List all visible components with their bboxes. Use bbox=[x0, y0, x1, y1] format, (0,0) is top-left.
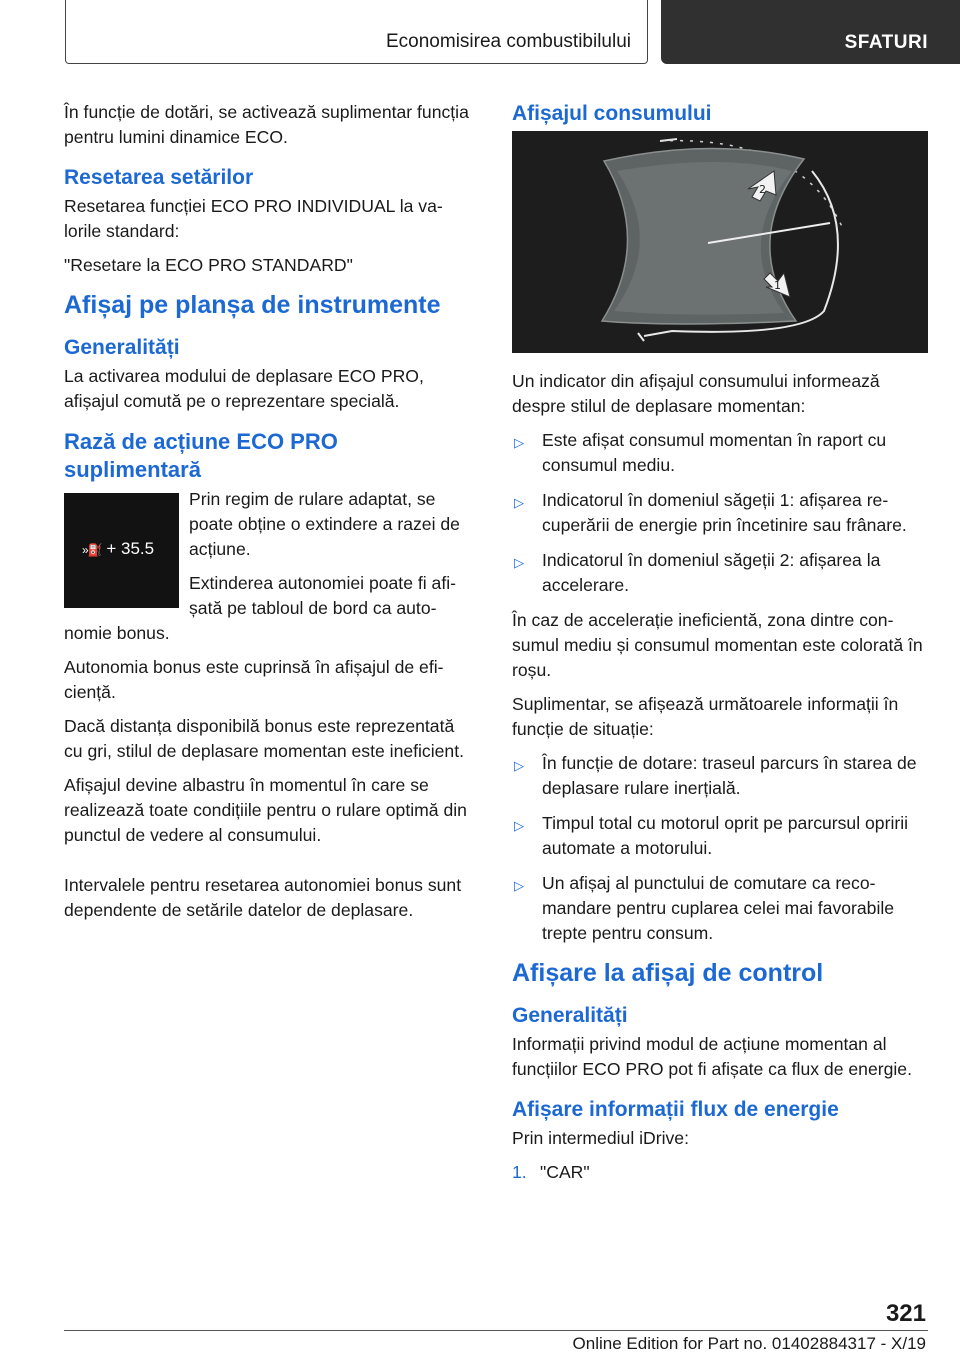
consumption-bullets bbox=[512, 428, 928, 598]
list-item: ▷ În funcție de dotare: traseul parcurs în starea de deplasare rulare inerțială. bbox=[514, 753, 917, 798]
additional-paragraph: Suplimentar, se afișează următoarele informații în funcție de situație: bbox=[512, 694, 899, 739]
chapter-tab bbox=[661, 0, 960, 64]
idrive-steps bbox=[512, 1160, 928, 1185]
bonus-range-value: + 35.5 bbox=[106, 539, 155, 558]
list-item: ▷ Un afișaj al punctului de comutare ca recomandare pentru cuplarea celei mai favorabile trepte pentru consum. bbox=[514, 873, 895, 943]
svg-text:2: 2 bbox=[759, 183, 766, 196]
page-header bbox=[65, 0, 960, 66]
left-column bbox=[64, 100, 474, 932]
chapter-title: SFATURI bbox=[844, 32, 928, 53]
bullet-triangle-icon: ▷ bbox=[514, 878, 524, 893]
bonus-paragraph-4: Intervalele pentru resetarea autonomiei bonus sunt dependente de setările datelor de deplasare. bbox=[64, 875, 462, 920]
range-block bbox=[64, 487, 474, 655]
additional-bullets bbox=[512, 751, 928, 946]
bonus-range-image bbox=[64, 493, 179, 608]
control-display-heading: Afișare la afișaj de control bbox=[512, 959, 824, 987]
cluster-heading: Afișaj pe planșa de instrumente bbox=[64, 291, 441, 319]
range-paragraph-1: Prin regim de rulare adaptat, se poate obține o extindere a razei de acțiune. bbox=[189, 489, 460, 559]
general-paragraph-right: Informații privind modul de acțiune momentan al funcțiilor ECO PRO pot fi afișate ca flux de energie. bbox=[512, 1034, 912, 1079]
bonus-paragraph-1: Autonomia bonus este cuprinsă în afișajul de eficiență. bbox=[64, 657, 444, 702]
section-tab bbox=[65, 0, 648, 64]
inefficient-paragraph: În caz de accelerație ineficientă, zona dintre consumul mediu și consumul momentan este colorată în roșu. bbox=[512, 610, 923, 680]
general-heading-right: Generalități bbox=[512, 1004, 628, 1027]
bullet-triangle-icon: ▷ bbox=[514, 818, 524, 833]
menu-item-car: "CAR" bbox=[540, 1162, 590, 1182]
right-column bbox=[512, 100, 928, 1185]
general-heading: Generalități bbox=[64, 336, 180, 359]
edition-note: Online Edition for Part no. 01402884317 - X/19 bbox=[572, 1334, 926, 1353]
bonus-paragraph-3: Afișajul devine albastru în momentul în care se realizează toate condițiile pentru o rulare optimă din punctul de vedere al consumului. bbox=[64, 775, 467, 845]
list-item: ▷ Timpul total cu motorul oprit pe parcursul opririi automate a motorului. bbox=[514, 813, 909, 858]
reset-menu-item: "Resetare la ECO PRO STANDARD" bbox=[64, 255, 353, 275]
list-item: ▷ Indicatorul în domeniul săgeții 1: afișarea recuperării de energie prin încetinire sau frânare. bbox=[514, 490, 907, 535]
fuel-pump-icon: »⛽ bbox=[82, 543, 102, 557]
reset-heading: Resetarea setărilor bbox=[64, 166, 254, 189]
range-paragraph-2: Extinderea autonomiei poate fi afișată pe tabloul de bord ca autonomie bonus. bbox=[64, 573, 456, 643]
energy-flow-heading: Afișare informații flux de energie bbox=[512, 1098, 839, 1121]
reset-paragraph: Resetarea funcției ECO PRO INDIVIDUAL la valorile standard: bbox=[64, 196, 443, 241]
energy-flow-paragraph: Prin intermediul iDrive: bbox=[512, 1128, 689, 1148]
footer-divider bbox=[64, 1330, 928, 1331]
page-number: 321 bbox=[885, 1300, 926, 1327]
list-item: ▷ Indicatorul în domeniul săgeții 2: afișarea la accelerare. bbox=[514, 550, 881, 595]
bullet-triangle-icon: ▷ bbox=[514, 758, 524, 773]
svg-text:1: 1 bbox=[774, 279, 781, 292]
consumption-heading: Afișajul consumului bbox=[512, 102, 712, 125]
bullet-triangle-icon: ▷ bbox=[514, 555, 524, 570]
intro-paragraph: În funcție de dotări, se activează suplimentar funcția pentru lumini dinamice ECO. bbox=[64, 102, 469, 147]
list-item: ▷ Este afișat consumul momentan în raport cu consumul mediu. bbox=[514, 430, 887, 475]
range-heading: Rază de acțiune ECO PRO suplimentară bbox=[64, 429, 338, 482]
bullet-triangle-icon: ▷ bbox=[514, 435, 524, 450]
general-paragraph: La activarea modului de deplasare ECO PRO, afișajul comută pe o reprezentare specială. bbox=[64, 366, 424, 411]
section-title: Economisirea combustibilului bbox=[386, 31, 631, 52]
step-item: 1. "CAR" bbox=[512, 1162, 590, 1182]
consumption-gauge-image bbox=[512, 131, 928, 353]
bullet-triangle-icon: ▷ bbox=[514, 495, 524, 510]
bonus-paragraph-2: Dacă distanța disponibilă bonus este reprezentată cu gri, stilul de deplasare momentan este ineficient. bbox=[64, 716, 464, 761]
consumption-paragraph: Un indicator din afișajul consumului informează despre stilul de deplasare momentan: bbox=[512, 371, 880, 416]
